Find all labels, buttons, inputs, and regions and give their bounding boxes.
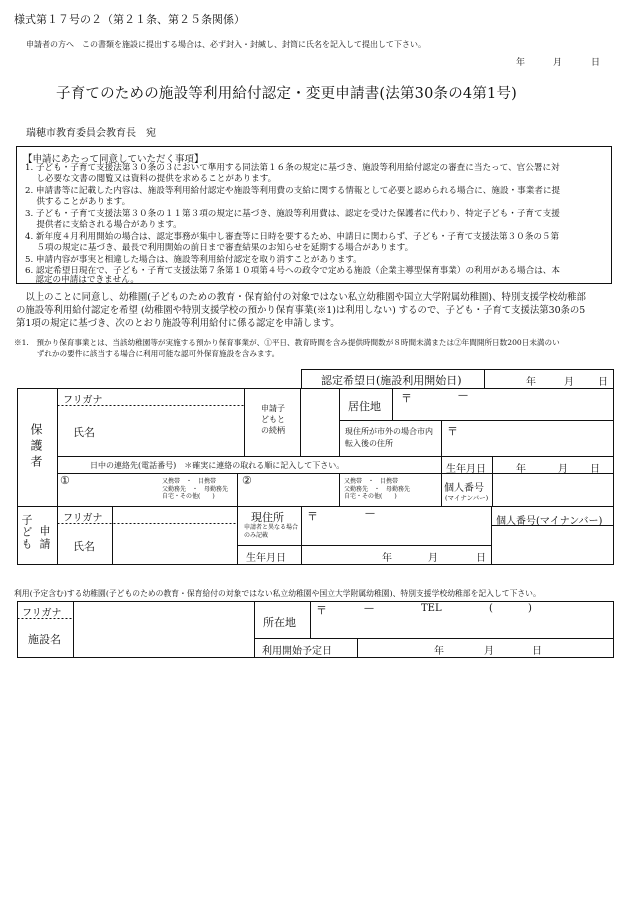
facility-postal-mark: 〒 — [316, 604, 327, 617]
desired-day: 日 — [598, 377, 608, 388]
date-month: 月 — [553, 58, 563, 68]
addressee: 瑞穂市教育委員会教育長 宛 — [26, 128, 156, 139]
child-dob-day: 日 — [476, 553, 486, 564]
consent-item: ５項の規定に基づき、最長で利用開始の前日まで審査結果のお知らせを延期する場合があります。 — [25, 243, 414, 253]
consent-item: 供することがあります。 — [25, 197, 131, 207]
consent-item: し必要な文書の閲覧又は資料の提供を求めることがあります。 — [25, 174, 277, 184]
residence-postal-mark: 〒 — [401, 392, 412, 405]
contact-circle-2: ② — [242, 474, 252, 487]
child-personal-number-label: 個人番号(マイナンバー) — [496, 516, 603, 527]
outside-postal-mark: 〒 — [447, 425, 458, 438]
contact-types-2: 又携帯 ・ 目携帯 父勤務先 ・ 母勤務先 自宅・その他( ) — [344, 478, 411, 500]
outside-city-label: 現住所が市外の場合市内転入後の住所 — [345, 427, 433, 448]
child-dob-year: 年 — [382, 553, 392, 564]
child-address-label: 現住所 — [251, 511, 284, 524]
consent-item: 提供者に支給される場合があります。 — [25, 220, 182, 230]
guardian-name-label: 氏名 — [73, 426, 95, 439]
facility-start-date-label: 利用開始予定日 — [262, 646, 332, 657]
guardian-personal-number-sub: (マイナンバー) — [445, 494, 489, 502]
daytime-contact-label: 日中の連絡先(電話番号) ＊確実に連絡の取れる順に記入して下さい。 — [90, 461, 345, 470]
desired-year: 年 — [526, 377, 536, 388]
agreement-line: の施設等利用給付認定を希望 (幼稚園や特別支援学校の預かり保育事業(※1)は利用しない) するので、子ども・子育て支援法第30条の5 — [16, 305, 586, 316]
facility-intro: 利用(予定含む)する幼稚園(子どものための教育・保育給付の対象ではない私立幼稚園や国立大学附属幼稚園)、特別支援学校幼稚部を記入して下さい。 — [14, 589, 541, 598]
child-furigana-label: フリガナ — [63, 513, 103, 524]
page-title: 子育てのための施設等利用給付認定・変更申請書(法第30条の4第1号) — [56, 86, 518, 102]
applicant-note: 申請者の方へ この書類を施設に提出する場合は、必ず封入・封緘し、封筒に氏名を記入して提出して下さい。 — [26, 40, 426, 49]
guardian-dob-label: 生年月日 — [446, 464, 486, 475]
facility-furigana-label: フリガナ — [22, 608, 62, 619]
child-label: 子ども — [20, 514, 33, 550]
consent-item: 4. 新年度４月利用開始の場合は、認定事務が集中し審査等に日時を要するため、申請日に関わらず、子ども・子育て支援法第３０条の５第 — [25, 232, 560, 242]
contact-circle-1: ① — [60, 474, 70, 487]
residence-dash: — — [458, 390, 468, 401]
facility-tel-label: TEL — [421, 603, 442, 614]
consent-item: 1. 子ども・子育て支援法第３０条の３において準用する同法第１６条の規定に基づき、施設等利用給付認定の審査に当たって、官公署に対 — [25, 163, 560, 173]
form-number: 様式第１７号の２（第２１条、第２５条関係） — [14, 13, 245, 26]
relation-label: 申請子どもとの続柄 — [261, 404, 285, 435]
child-name-label: 氏名 — [73, 540, 95, 553]
child-dob-month: 月 — [428, 553, 438, 564]
date-year: 年 — [516, 58, 526, 68]
guardian-label: 保護者 — [29, 423, 43, 471]
date-day: 日 — [591, 58, 601, 68]
child-address-sub: 申請者と異なる場合のみ記載 — [244, 524, 299, 539]
facility-name-label: 施設名 — [28, 633, 61, 646]
consent-item: 6. 認定希望日現在で、子ども・子育て支援法第７条第１０項第４号への政令で定める施設（企業主導型保育事業）の利用がある場合は、本 — [25, 266, 560, 276]
consent-item: 3. 子ども・子育て支援法第３０条の１１第３項の規定に基づき、施設等利用費は、認定を受けた保護者に代わり、特定子ども・子育て支援 — [25, 209, 560, 219]
facility-dash: — — [364, 603, 374, 614]
child-dash: — — [365, 508, 375, 519]
footnote-line: ずれかの要件に該当する場合に利用可能な認可外保育施設を含みます。 — [14, 349, 280, 358]
residence-label: 居住地 — [348, 400, 381, 413]
consent-item: 2. 申請書等に記載した内容は、施設等利用給付認定や施設等利用費の支給に関する情報として必要と認められる場合に、施設・事業者に提 — [25, 186, 561, 196]
agreement-line: 第1項の規定に基づき、次のとおり施設等利用給付に係る認定を申請します。 — [16, 318, 340, 329]
footnote-line: ※1. 預かり保育事業とは、当該幼稚園等が実施する預かり保育事業が、①平日、教育時間を含み提供時間数が８時間未満または②年間開所日数200日未満のい — [14, 338, 560, 347]
applicant-label: 申請 — [38, 525, 51, 551]
desired-date-label: 認定希望日(施設利用開始日) — [321, 374, 462, 387]
facility-start-year: 年 — [434, 646, 444, 657]
agreement-line: 以上のことに同意し、幼稚園(子どものための教育・保育給付の対象ではない私立幼稚園や国立大学附属幼稚園)、特別支援学校幼稚部 — [16, 292, 586, 303]
consent-item: 認定の申請はできません。 — [24, 275, 139, 285]
guardian-dob-day: 日 — [590, 464, 600, 475]
consent-heading: 【申請にあたって同意していただく事項】 — [23, 154, 204, 165]
consent-item: 5. 申請内容が事実と相違した場合は、施設等利用給付認定を取り消すことがあります。 — [25, 255, 362, 265]
facility-start-day: 日 — [532, 646, 542, 657]
facility-start-month: 月 — [484, 646, 494, 657]
facility-location-label: 所在地 — [263, 616, 296, 629]
guardian-personal-number-label: 個人番号 — [444, 483, 484, 494]
desired-month: 月 — [564, 377, 574, 388]
facility-tel-paren-close: ) — [528, 603, 532, 614]
child-postal-mark: 〒 — [307, 510, 318, 523]
contact-types-1: 又携帯 ・ 目携帯 父勤務先 ・ 母勤務先 自宅・その他( ) — [162, 478, 229, 500]
guardian-dob-year: 年 — [516, 464, 526, 475]
guardian-furigana-label: フリガナ — [63, 395, 103, 406]
child-dob-label: 生年月日 — [246, 553, 286, 564]
facility-tel-paren-open: ( — [489, 603, 493, 614]
guardian-dob-month: 月 — [558, 464, 568, 475]
